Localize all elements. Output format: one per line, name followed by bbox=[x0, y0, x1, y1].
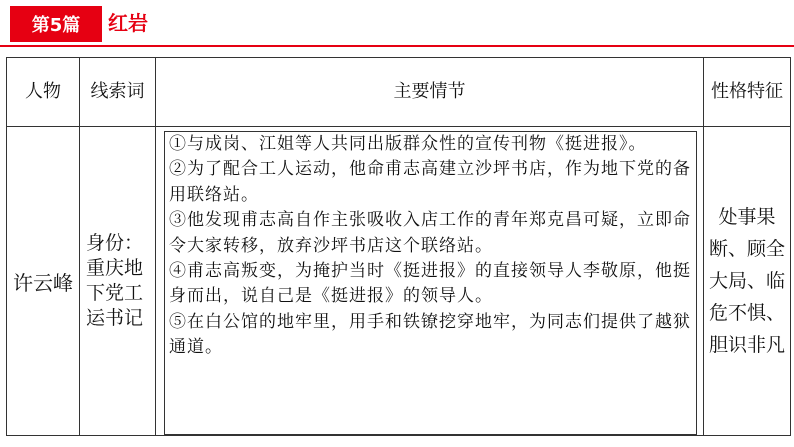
plot-item: ⑤在白公馆的地牢里，用手和铁镣挖穿地牢，为同志们提供了越狱通道。 bbox=[169, 311, 691, 358]
character-traits: 处事果断、顾全大局、临危不惧、胆识非凡 bbox=[704, 127, 791, 436]
plot-text-box bbox=[164, 131, 697, 435]
character-clue: 身份：重庆地下党工运书记 bbox=[80, 127, 156, 436]
column-header-character: 人物 bbox=[7, 58, 80, 127]
column-header-traits: 性格特征 bbox=[704, 58, 791, 127]
column-header-clue: 线索词 bbox=[80, 58, 156, 127]
chapter-badge: 第5篇 bbox=[10, 6, 102, 42]
plot-item: ④甫志高叛变，为掩护当时《挺进报》的直接领导人李敬原，他挺身而出，说自己是《挺进报》的领导人。 bbox=[169, 261, 691, 307]
header-divider bbox=[0, 45, 794, 47]
table-header-row bbox=[7, 58, 791, 127]
chapter-title: 红岩 bbox=[108, 11, 148, 35]
plot-item: ③他发现甫志高自作主张吸收入店工作的青年郑克昌可疑，立即命令大家转移，放弃沙坪书店这个联络站。 bbox=[169, 210, 691, 256]
plot-cell bbox=[156, 127, 704, 436]
column-header-plot: 主要情节 bbox=[156, 58, 704, 127]
table-row bbox=[7, 127, 791, 436]
plot-item: ②为了配合工人运动，他命甫志高建立沙坪书店，作为地下党的备用联络站。 bbox=[169, 159, 691, 205]
character-name: 许云峰 bbox=[7, 127, 80, 436]
plot-item: ①与成岗、江姐等人共同出版群众性的宣传刊物《挺进报》。 bbox=[169, 134, 647, 154]
character-table bbox=[6, 57, 791, 436]
page-header bbox=[0, 0, 794, 47]
